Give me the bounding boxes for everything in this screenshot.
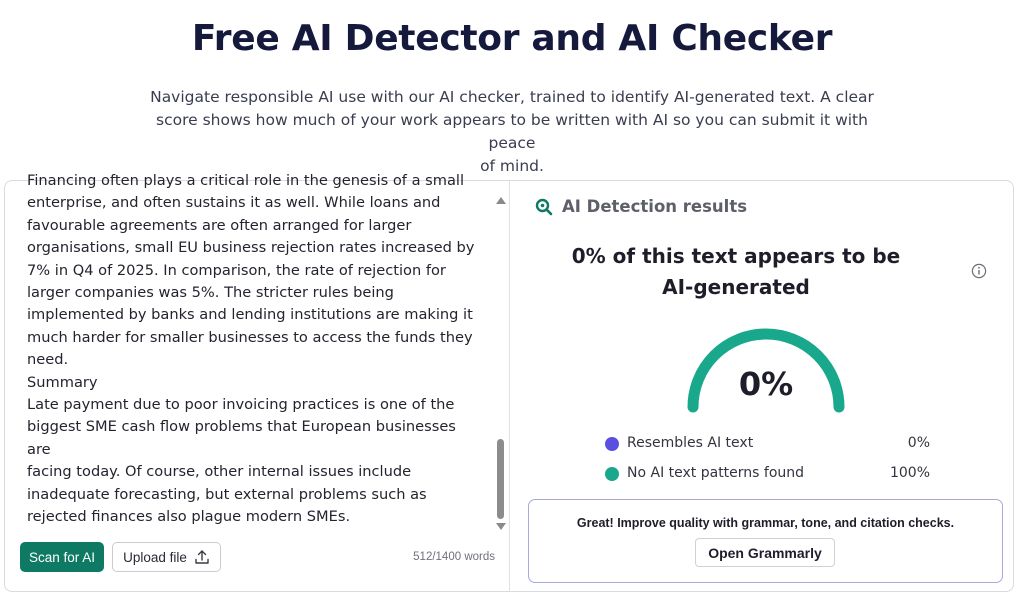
legend-value: 100% xyxy=(889,465,930,481)
subtitle-line: score shows how much of your work appears to be written with AI so you can submit it with peace xyxy=(156,111,868,152)
legend-row-human xyxy=(605,464,930,484)
text-input-pane xyxy=(5,172,510,591)
upload-file-button[interactable] xyxy=(112,542,221,572)
scan-for-ai-button[interactable]: Scan for AI xyxy=(20,542,104,572)
legend-label: Resembles AI text xyxy=(627,435,754,451)
scroll-down-arrow-icon[interactable] xyxy=(496,523,506,530)
subtitle-line: of mind. xyxy=(480,157,544,175)
legend-dot-ai xyxy=(605,437,619,451)
word-count: 512/1400 words xyxy=(413,551,495,563)
ai-score-value: 0% xyxy=(738,365,794,403)
legend-dot-human xyxy=(605,467,619,481)
legend-value: 0% xyxy=(907,435,930,451)
scrollbar[interactable] xyxy=(495,193,507,533)
subtitle-line: Navigate responsible AI use with our AI checker, trained to identify AI-generated text. A clear xyxy=(150,88,874,106)
page-title: Free AI Detector and AI Checker xyxy=(191,18,833,59)
scroll-up-arrow-icon[interactable] xyxy=(496,197,506,204)
detection-headline: 0% of this text appears to be AI-generated xyxy=(571,244,901,299)
legend-row-ai xyxy=(605,434,930,454)
info-icon[interactable] xyxy=(971,263,987,279)
results-pane xyxy=(511,181,1015,591)
legend-label: No AI text patterns found xyxy=(627,465,805,481)
results-title: AI Detection results xyxy=(562,197,748,216)
search-icon xyxy=(535,198,553,216)
upload-file-label: Upload file xyxy=(123,549,187,565)
text-input[interactable] xyxy=(27,172,479,526)
scroll-thumb[interactable] xyxy=(497,439,504,519)
open-grammarly-button[interactable]: Open Grammarly xyxy=(695,538,835,567)
grammarly-cta xyxy=(528,499,1003,583)
results-header xyxy=(535,197,747,216)
upload-icon xyxy=(194,549,210,565)
input-text: Financing often plays a critical role in the genesis of a small enterprise, and often sustains it as well. While loans and favourable agreements are often arranged for larger organisations, small EU business rejection rates increased by 7% in Q4 of 2025. In comparison, the rate of rejection for larger companies was 5%. The stricter rules being implemented by banks and lending institutions are making it much harder for smaller businesses to access the funds they need. Summary Late payment due to poor invoicing practices is one of the biggest SME cash flow problems that European businesses are facing today. Of course, other internal issues include inadequate forecasting, but external problems such as rejected finances also plague modern SMEs. xyxy=(27,172,475,526)
ai-detector-card xyxy=(4,172,1014,592)
page-subtitle xyxy=(142,86,882,178)
cta-text: Great! Improve quality with grammar, tone, and citation checks. xyxy=(576,516,955,530)
